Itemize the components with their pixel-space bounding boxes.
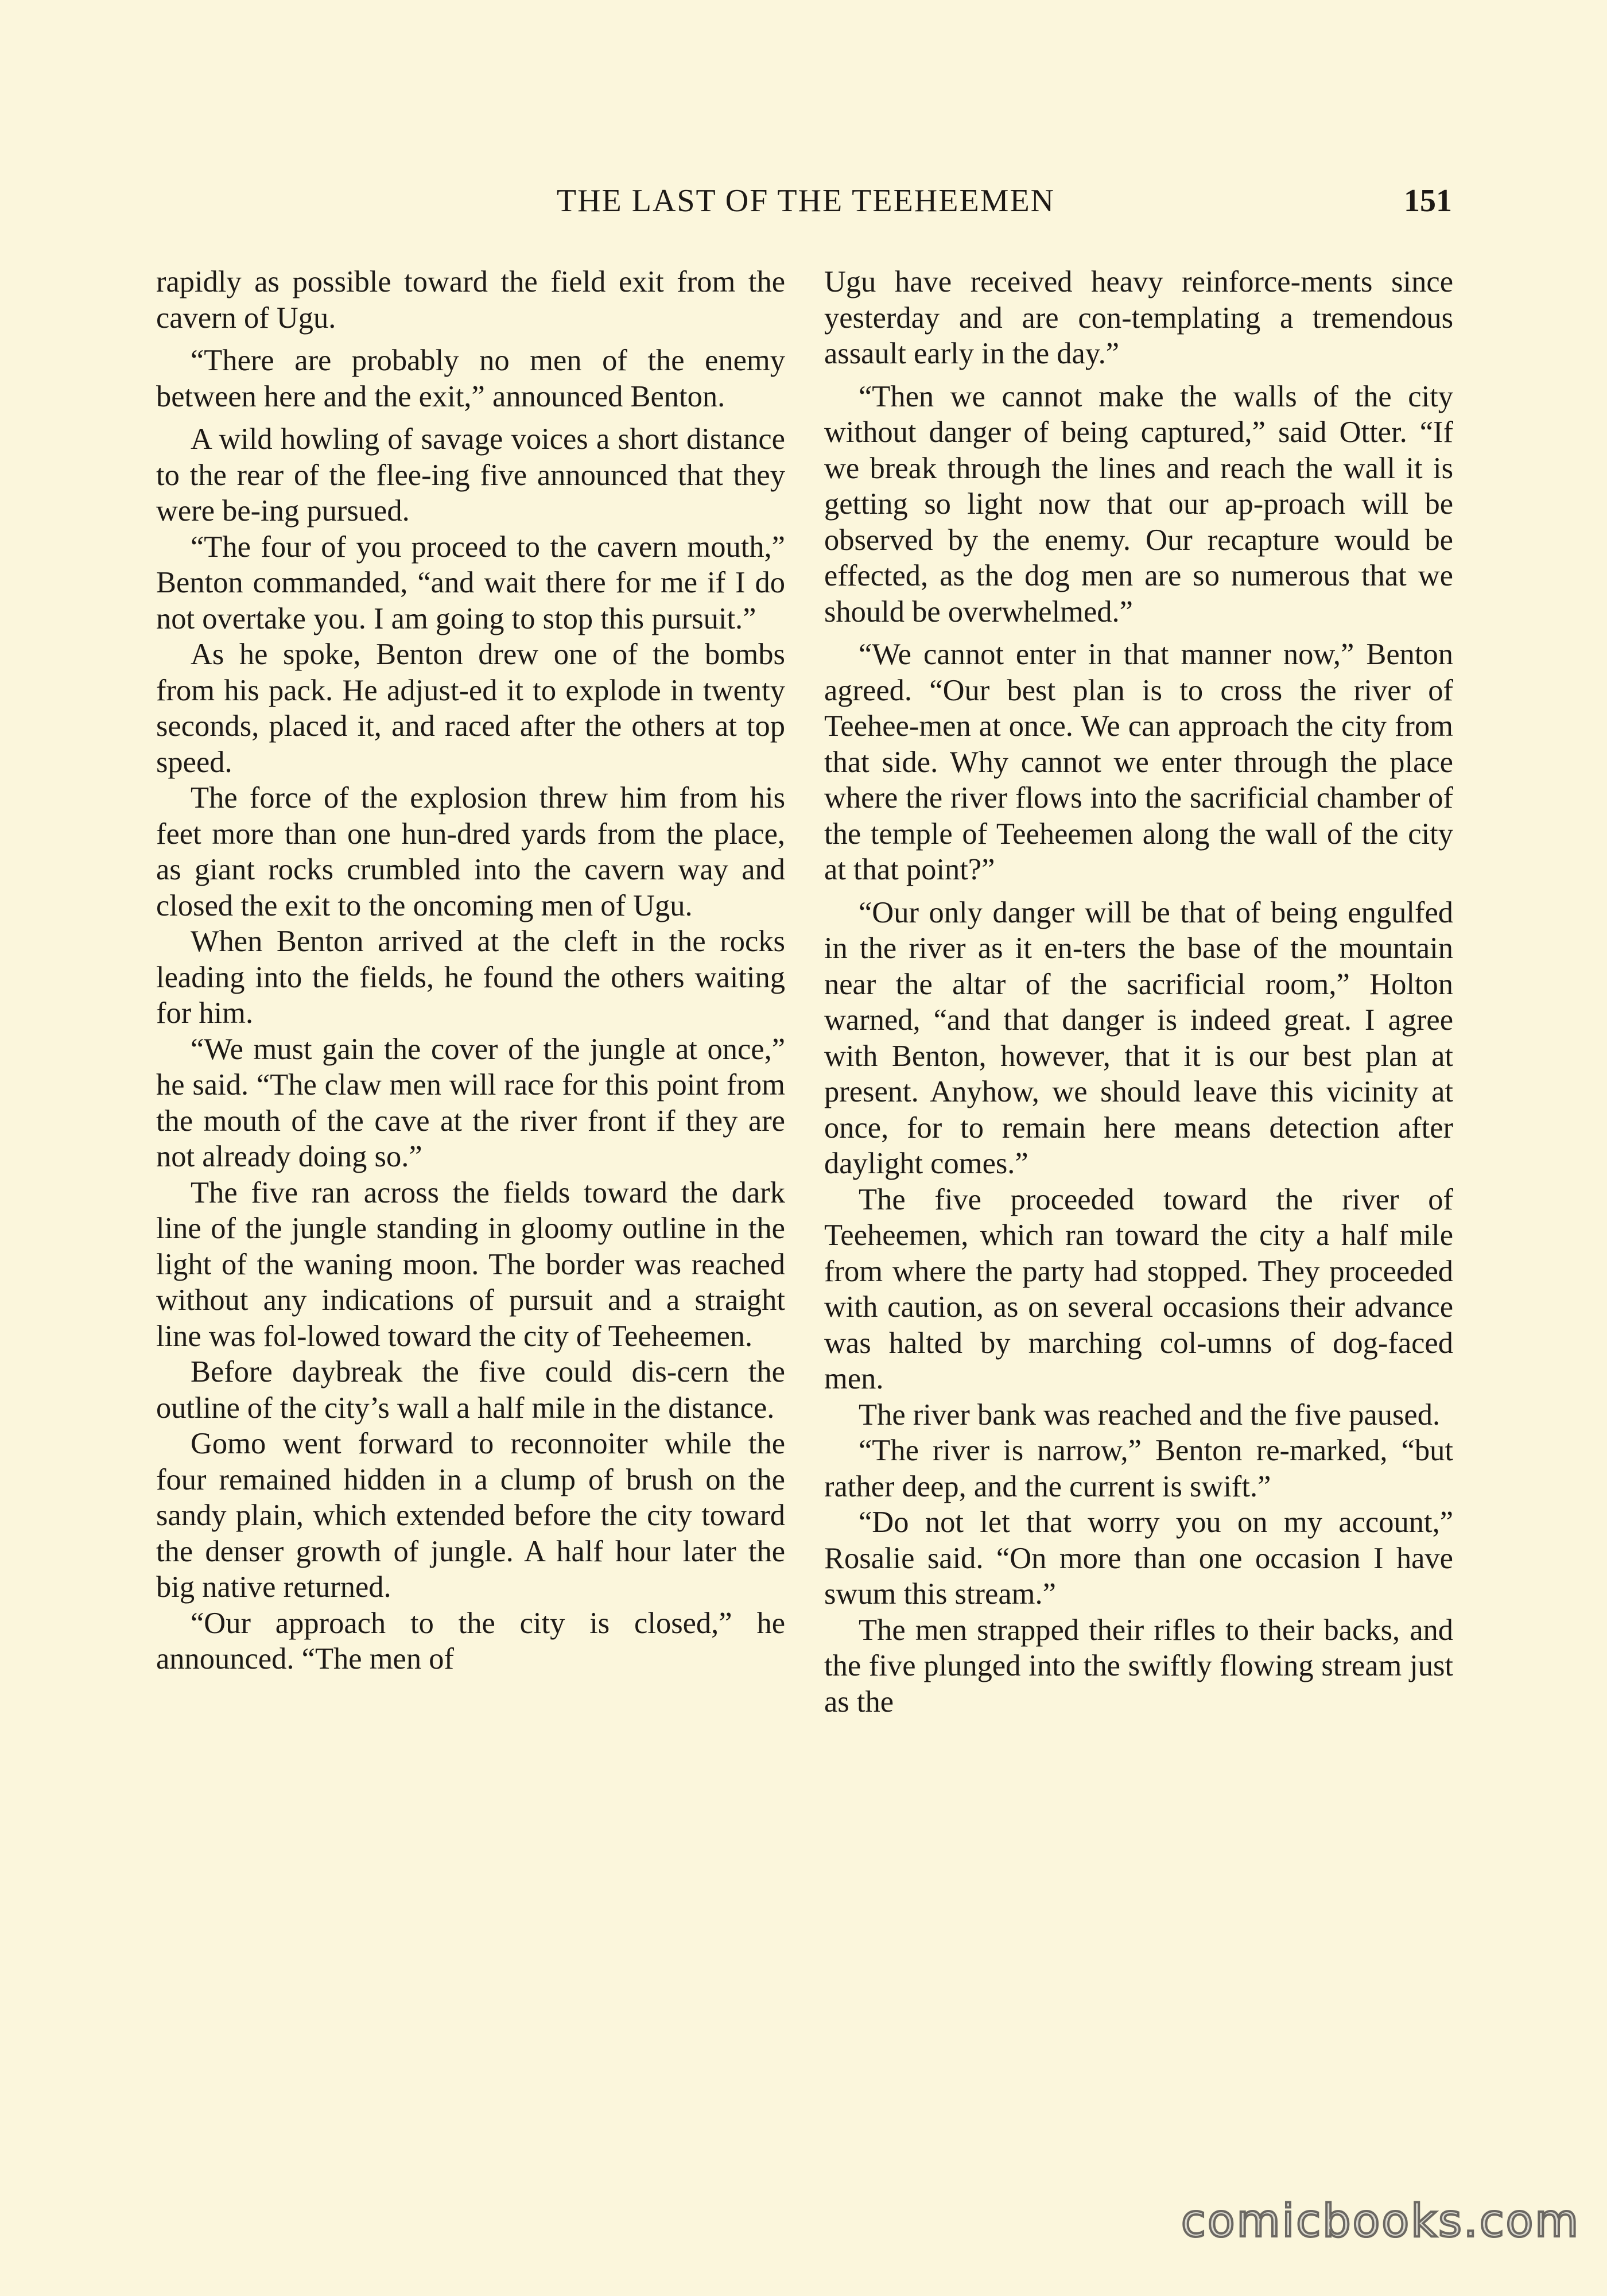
right-column — [824, 264, 1453, 2130]
paragraph: “Our approach to the city is closed,” he announced. “The men of — [156, 1606, 785, 1676]
paragraph: Gomo went forward to reconnoiter while the four remained hidden in a clump of brush on the sandy plain, which extended before the city toward the denser growth of jungle. A half hour later the big native returned. — [156, 1427, 785, 1604]
paragraph: The five ran across the fields toward the dark line of the jungle standing in gloomy outline in the light of the waning moon. The border was reached without any indications of pursuit and a straight line was fol-lowed toward the city of Teeheemen. — [156, 1176, 785, 1353]
paragraph: The river bank was reached and the five paused. — [859, 1398, 1441, 1432]
paragraph: Before daybreak the five could dis-cern the outline of the city’s wall a half mile in the distance. — [156, 1355, 785, 1425]
paragraph: rapidly as possible toward the field exit from the cavern of Ugu. — [156, 265, 785, 335]
paragraph: “Our only danger will be that of being engulfed in the river as it en-ters the base of the mountain near the altar of the sacrificial room,” Holton warned, “and that danger is indeed great. I agree with Benton, however, that it is our best plan at present. Anyhow, we should leave this vicinity at once, for to remain here means detection after daylight comes.” — [824, 895, 1453, 1180]
paragraph: “The four of you proceed to the cavern mouth,” Benton commanded, “and wait there for me if I do not overtake you. I am going to stop this pursuit.” — [156, 530, 785, 635]
site-watermark: comicbooks.com — [1181, 2196, 1581, 2247]
paragraph: The five proceeded toward the river of Teeheemen, which ran toward the city a half mile from where the party had stopped. They proceeded with caution, as on several occasions their advance was halted by marching col-umns of dog-faced men. — [824, 1182, 1453, 1395]
paragraph: The force of the explosion threw him from his feet more than one hun-dred yards from the place, as giant rocks crumbled into the cavern way and closed the exit to the oncoming men of Ugu. — [156, 781, 785, 922]
paragraph: “We must gain the cover of the jungle at once,” he said. “The claw men will race for this point from the mouth of the cave at the river front if they are not already doing so.” — [156, 1032, 785, 1173]
paragraph: As he spoke, Benton drew one of the bombs from his pack. He adjust-ed it to explode in twenty seconds, placed it, and raced after the others at top speed. — [156, 638, 785, 779]
paragraph: The men strapped their rifles to their backs, and the five plunged into the swiftly flowing stream just as the — [824, 1613, 1453, 1719]
paragraph: “The river is narrow,” Benton re-marked, “but rather deep, and the current is swift.” — [824, 1434, 1453, 1503]
paragraph: A wild howling of savage voices a short distance to the rear of the flee-ing five announced that they were be-ing pursued. — [156, 422, 785, 528]
paragraph: “Then we cannot make the walls of the city without danger of being captured,” said Otter. “If we break through the lines and reach the wall it is getting so light now that our ap-proach will be observed by the enemy. Our recapture would be effected, as the dog men are so numerous that we should be overwhelmed.” — [824, 379, 1453, 629]
text-columns — [156, 264, 1453, 2130]
paragraph: When Benton arrived at the cleft in the rocks leading into the fields, he found the others waiting for him. — [156, 925, 785, 1030]
paragraph: “Do not let that worry you on my account,” Rosalie said. “On more than one occasion I have swum this stream.” — [824, 1506, 1453, 1611]
left-column — [156, 264, 785, 2130]
paragraph: Ugu have received heavy reinforce-ments since yesterday and are con-templating a tremendous assault early in the day.” — [824, 265, 1453, 370]
page-header — [160, 183, 1452, 219]
paragraph: “There are probably no men of the enemy between here and the exit,” announced Benton. — [156, 344, 785, 413]
paragraph: “We cannot enter in that manner now,” Benton agreed. “Our best plan is to cross the river of Teehee-men at once. We can approach the city from that side. Why cannot we enter through the place where the river flows into the sacrificial chamber of the temple of Teeheemen along the wall of the city at that point?” — [824, 638, 1453, 886]
running-title: THE LAST OF THE TEEHEEMEN — [556, 183, 1055, 219]
page-number: 151 — [1404, 183, 1452, 219]
